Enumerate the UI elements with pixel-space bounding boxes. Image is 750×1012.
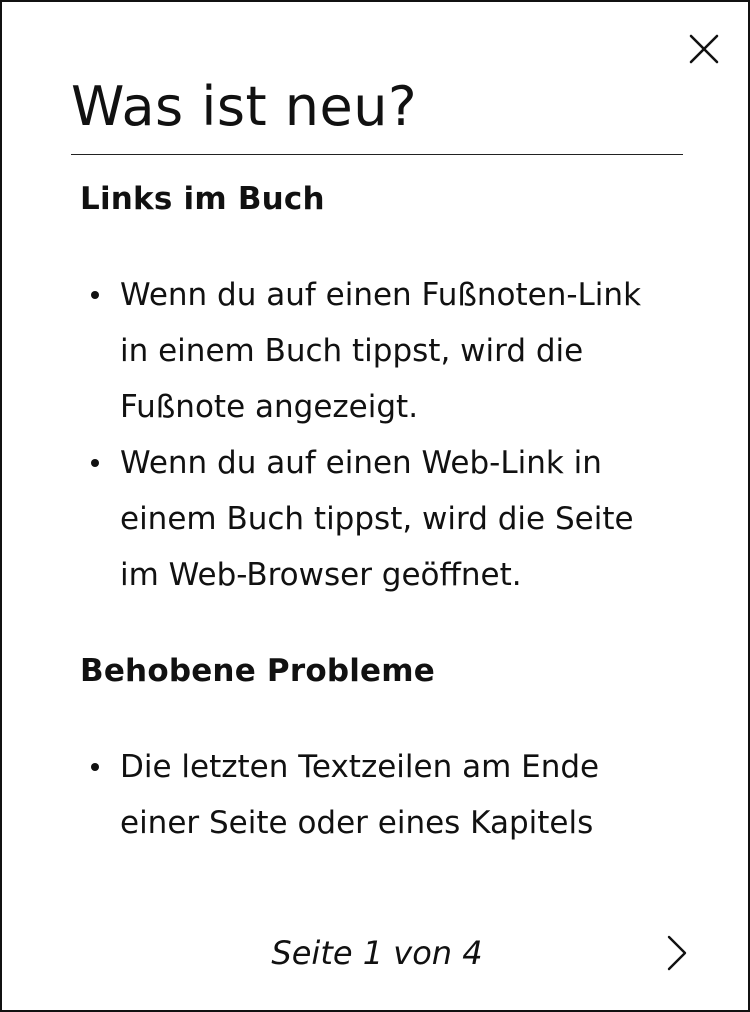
section-heading: Links im Buch [80, 181, 325, 217]
list-item: Wenn du auf einen Web-Link in einem Buch tippst, wird die Seite im Web-Browser geöffnet. [80, 435, 670, 603]
list-item: Wenn du auf einen Fußnoten-Link in einem Buch tippst, wird die Fußnote angezeigt. [80, 267, 670, 435]
list-item: Die letzten Textzeilen am Ende einer Seite oder eines Kapitels [80, 739, 670, 851]
section-links-im-buch [80, 172, 670, 603]
section-heading: Behobene Probleme [80, 653, 435, 689]
next-page-button[interactable] [658, 930, 696, 976]
close-button[interactable] [685, 30, 723, 68]
page-indicator: Seite 1 von 4 [271, 934, 483, 972]
section-behobene-probleme [80, 644, 670, 851]
dialog-content [80, 172, 670, 892]
title-divider [71, 154, 683, 155]
close-icon [688, 33, 720, 65]
section-list [80, 267, 670, 603]
chevron-right-icon [665, 934, 689, 972]
section-list [80, 739, 670, 851]
dialog-title: Was ist neu? [71, 75, 418, 138]
